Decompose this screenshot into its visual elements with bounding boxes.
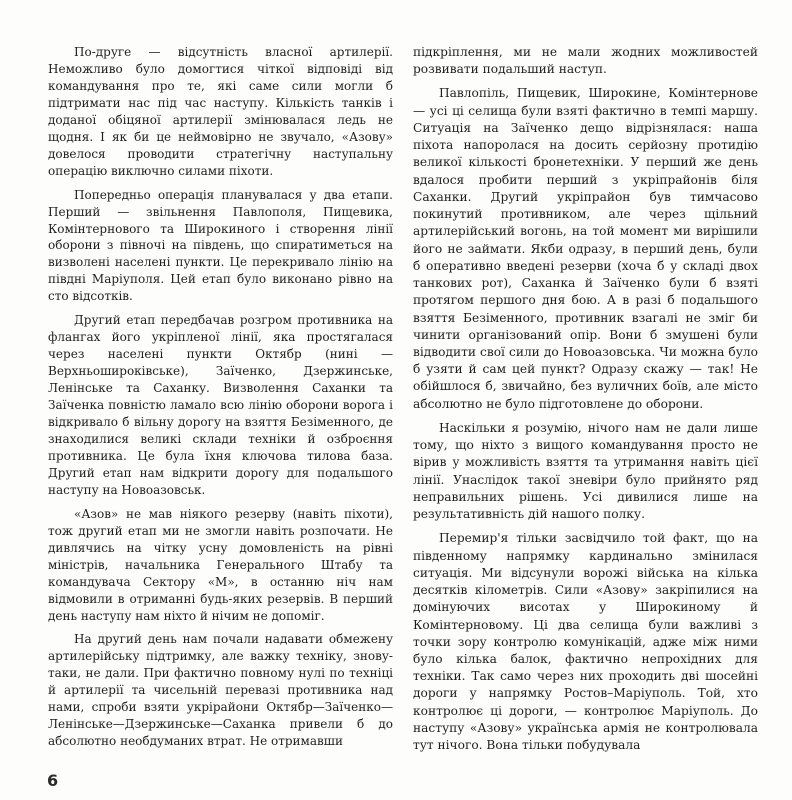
right-column [413,44,758,761]
paragraph: Другий етап передбачав розгром противника на флангах його укріпленої лінії, яка простягалася через населені пункти Октябр (нині — Верхньошироківське), Заїченко, Дзержинське, Ленінське та Саханку. Визволення Саханки та Заїченка повністю ламало всю лінію оборони ворога і відкривало б вільну дорогу на взяття Безіменного, де знаходилися великі склади техніки й озброєння противника. Це була їхня ключова тилова база. Другий етап нам відкрити дорогу для подальшого наступу на Новоазовськ. [48,313,393,497]
paragraph: По-друге — відсутність власної артилерії. Неможливо було домогтися чіткої відповіді від командування про те, які саме сили могли б підтримати нас під час наступу. Кількість танків і доданої обіцяної артилерії змінювалася ледь не щодня. І як би це неймовірно не звучало, «Азову» довелося проводити стратегічну наступальну операцію виключно силами піхоти. [48,45,393,178]
paragraph: На другий день нам почали надавати обмежену артилерійську підтримку, але важку техніку, знову-таки, не дали. При фактично повному нулі по техніці й артилерії та чисельній перевазі противника над нами, спроби взяти укрірайони Октябр—Заїченко—Ленінське—Дзержинське—Саханка привели б до абсолютно необдуманих втрат. Не отримавши [48,632,393,749]
paragraph: Попередньо операція планувалася у два етапи. Перший — звільнення Павлополя, Пищевика, Комінтернового та Широкиного і створення лінії оборони з півночі на південь, що спиратиметься на визволені населені пункти. Це перекривало лінію на півдні Маріуполя. Цей етап було виконано рівно на сто відсотків. [48,187,393,304]
paragraph: Павлопіль, Пищевик, Широкине, Комінтернове — усі ці селища були взяті фактично в темпі маршу. Ситуація на Заїченко дещо відрізнялася: наша піхота напоролася на досить серйозну протидію великої кількості бронетехніки. У перший же день вдалося пробити перший з укріпрайонів біля Саханки. Другий укріпрайон був тимчасово покинутий противником, але через щільний артилерійський вогонь, на той момент ми вирішили його не займати. Якби одразу, в перший день, були б оперативно введені резерви (хоча б у складі двох танкових рот), Саханка й Заїченко були б взяті протягом першого дня бою. А в разі б подальшого взяття Безіменного, противник взагалі не зміг би чинити організований опір. Вони б змушені були відводити свої сили до Новоазовська. Чи можна було б узяти й сам цей пункт? Одразу скажу — так! Не обійшлося б, звичайно, без вуличних боїв, але місто абсолютно не було підготовлене до оборони. [413,86,758,411]
page-number: 6 [47,771,59,790]
paragraph: Наскільки я розумію, нічого нам не дали лише тому, що ніхто з вищого командування просто не вірив у можливість взяття та утримання навіть цієї лінії. Унаслідок такої зневіри було прийнято ряд неправильних рішень. Усі дивилися лише на результативність дій нашого полку. [413,420,758,522]
paragraph: Перемир'я тільки засвідчило той факт, що на південному напрямку кардинально змінилася ситуація. Ми відсунули ворожі війська на кілька десятків кілометрів. Сили «Азову» закріпилися на домінуючих висотах у Широкиному й Комінтерновому. Ці два селища були важливі з точки зору контролю комунікацій, адже між ними було кілька балок, фактично непрохідних для техніки. Так само через них проходить дві шосейні дороги у напрямку Ростов–Маріуполь. Той, хто контролює ці дороги, — контролює Маріуполь. До наступу «Азову» українська армія не контролювала тут нічого. Вона тільки побудувала [413,531,758,753]
paragraph-continuation: підкріплення, ми не мали жодних можливостей розвивати подальший наступ. [413,45,758,77]
left-column [48,44,393,757]
paragraph: «Азов» не мав ніякого резерву (навіть піхоти), тож другий етап ми не змогли навіть розпочати. Не дивлячись на чітку усну домовленість на рівні міністрів, начальника Генерального Штабу та командувача Сектору «М», в останню ніч нам відмовили в отриманні будь-яких резервів. В перший день наступу нам ніхто й нічим не допоміг. [48,506,393,623]
